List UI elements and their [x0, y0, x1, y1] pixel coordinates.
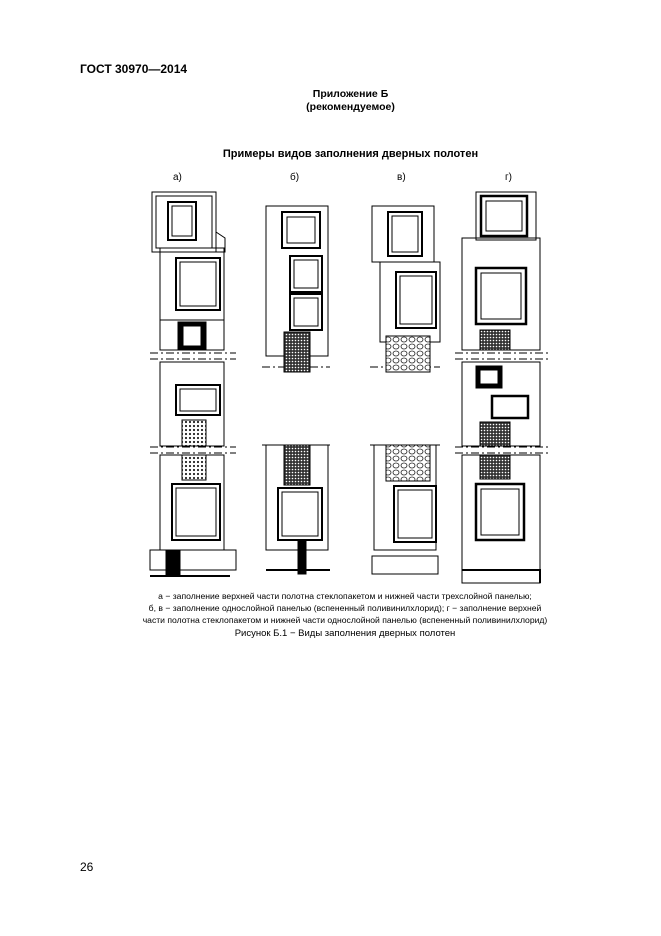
label-b: б) [290, 172, 300, 183]
caption-line-1: а − заполнение верхней части полотна стеклопакетом и нижней части трехслойной панелью; [158, 591, 532, 601]
figure-title: Примеры видов заполнения дверных полотен [222, 148, 479, 160]
section-g [462, 192, 540, 583]
page-number: 26 [80, 860, 94, 874]
caption-line-3: части полотна стеклопакетом и нижней части однослойной панелью (вспененный поливинилхлорид) [142, 615, 548, 625]
appendix-title: Приложение Б [312, 88, 389, 100]
label-a: а) [173, 172, 182, 183]
section-b [266, 206, 330, 574]
section-a [150, 192, 236, 576]
label-g: г) [505, 172, 512, 183]
appendix-subtitle: (рекомендуемое) [306, 101, 395, 113]
label-v: в) [397, 172, 406, 183]
caption-line-2: б, в − заполнение однослойной панелью (вспененный поливинилхлорид); г − заполнение верхней [148, 603, 542, 613]
standard-header: ГОСТ 30970—2014 [80, 62, 188, 76]
section-v [372, 206, 440, 574]
figure-caption: Рисунок Б.1 − Виды заполнения дверных полотен [234, 628, 456, 639]
